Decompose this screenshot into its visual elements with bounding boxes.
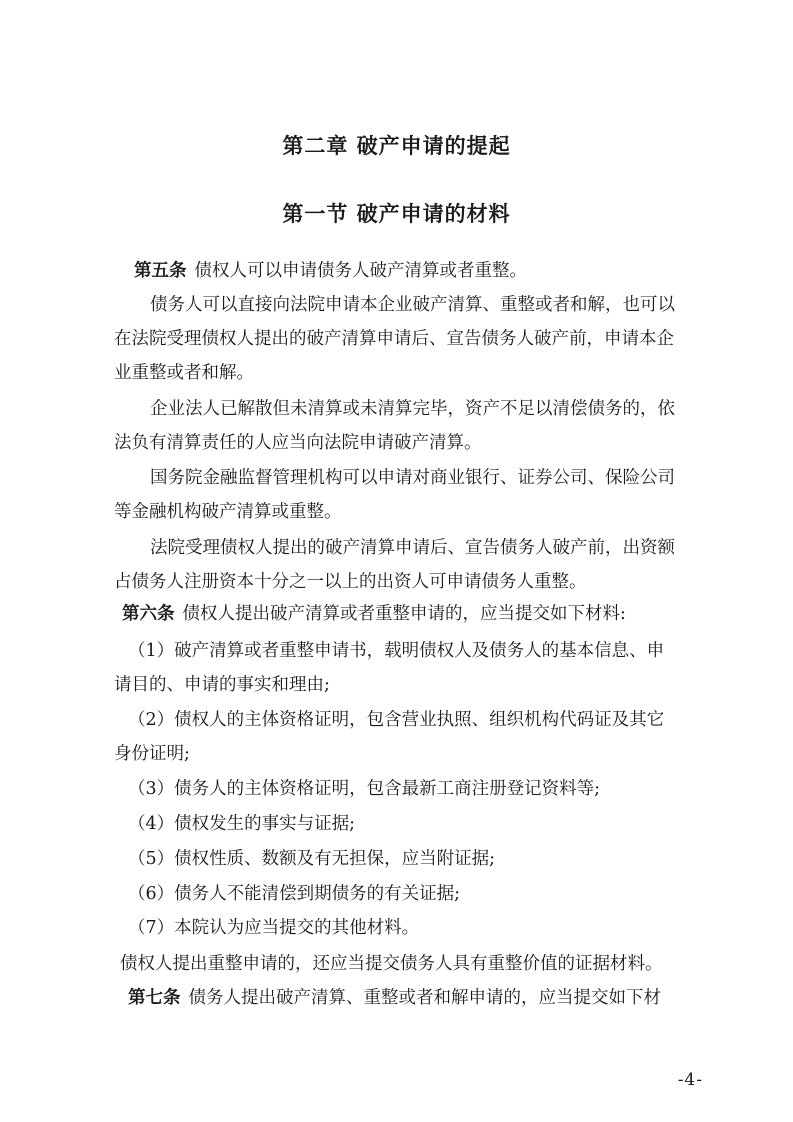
list-item-line: （1）破产清算或者重整申请书，载明债权人及债务人的基本信息、申 <box>128 641 665 661</box>
paragraph-line: 等金融机构破产清算或重整。 <box>114 502 342 522</box>
page-number: -4- <box>677 1070 703 1090</box>
paragraph-line: 占债务人注册资本十分之一以上的出资人可申请债务人重整。 <box>114 572 587 592</box>
article-text: 债权人提出破产清算或者重整申请的，应当提交如下材料: <box>182 604 626 624</box>
article-number: 第七条 <box>128 988 181 1008</box>
paragraph-line: 企业法人已解散但未清算或未清算完毕，资产不足以清偿债务的，依 <box>150 399 675 419</box>
article-text: 债务人提出破产清算、重整或者和解申请的，应当提交如下材 <box>188 988 661 1008</box>
article-6-heading <box>122 602 712 626</box>
list-item: （4）债权发生的事实与证据; <box>128 814 356 834</box>
paragraph-line: 在法院受理债权人提出的破产清算申请后、宣告债务人破产前，申请本企 <box>114 329 674 349</box>
article-text: 债权人可以申请债务人破产清算或者重整。 <box>194 261 527 281</box>
article-5-heading <box>134 259 724 283</box>
paragraph-line: 国务院金融监督管理机构可以申请对商业银行、证券公司、保险公司 <box>150 468 675 488</box>
paragraph-line: 债务人可以直接向法院申请本企业破产清算、重整或者和解，也可以 <box>150 295 675 315</box>
list-item: （7）本院认为应当提交的其他材料。 <box>128 918 420 938</box>
article-number: 第五条 <box>134 261 187 281</box>
list-item: （5）债权性质、数额及有无担保，应当附证据; <box>128 849 496 869</box>
article-number: 第六条 <box>122 604 175 624</box>
paragraph-line: 法负有清算责任的人应当向法院申请破产清算。 <box>114 433 482 453</box>
section-title: 第一节 破产申请的材料 <box>282 202 511 226</box>
article-7-heading <box>128 986 718 1010</box>
list-item: （6）债务人不能清偿到期债务的有关证据; <box>128 884 461 904</box>
list-item-line: 请目的、申请的事实和理由; <box>114 675 330 695</box>
paragraph-line: 业重整或者和解。 <box>114 363 254 383</box>
chapter-title: 第二章 破产申请的提起 <box>282 134 511 158</box>
list-item-line: 身份证明; <box>114 744 190 764</box>
list-item-line: （2）债权人的主体资格证明，包含营业执照、组织机构代码证及其它 <box>128 710 665 730</box>
paragraph-line: 债权人提出重整申请的，还应当提交债务人具有重整价值的证据材料。 <box>120 954 663 974</box>
list-item: （3）债务人的主体资格证明，包含最新工商注册登记资料等; <box>128 779 601 799</box>
paragraph-line: 法院受理债权人提出的破产清算申请后、宣告债务人破产前，出资额 <box>150 538 675 558</box>
